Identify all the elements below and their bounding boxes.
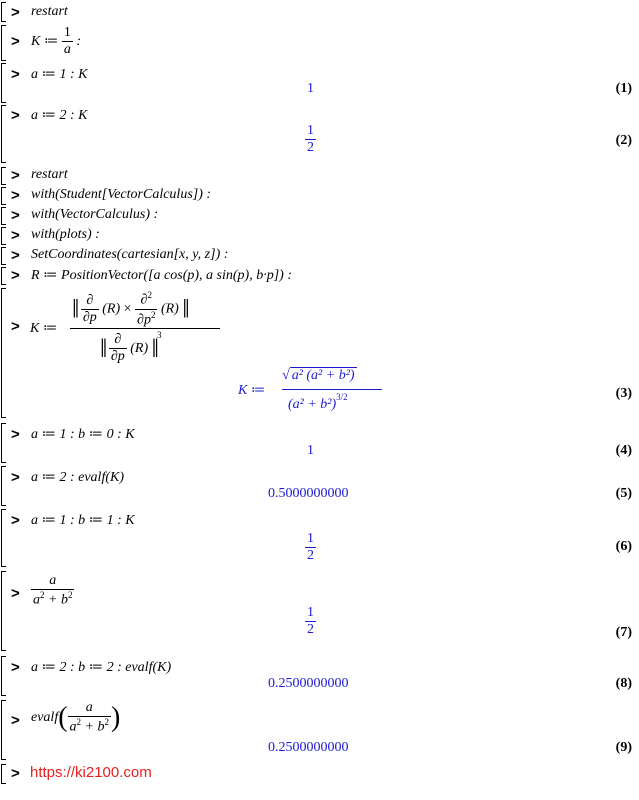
prompt-marker[interactable]: > <box>11 187 20 204</box>
input-curvature-formula[interactable]: K ≔ ‖ $\frac{\partial}{\partial p}$ (R) × $\frac{\partial^2}{\partial p^2}$ (R) ‖ ‖ $\frac{\partial}{\partial p}$ (R) ‖$^3$ <box>30 290 230 368</box>
prompt-marker[interactable]: > <box>11 227 20 244</box>
output-2: $\frac{1}{2}$ <box>307 123 314 156</box>
input-restart-2[interactable]: restart <box>31 167 68 182</box>
exec-group-7 <box>1 207 636 225</box>
equation-number-1: (1) <box>615 81 632 96</box>
input-position-vector[interactable]: R ≔ PositionVector([a cos(p), a sin(p), b·p]) : <box>31 268 292 283</box>
prompt-marker[interactable]: > <box>11 207 20 224</box>
exec-group-6 <box>1 187 636 205</box>
input-define-k[interactable]: K ≔ $\frac{1}{a}$ : <box>31 25 81 58</box>
prompt-marker[interactable]: > <box>11 659 20 676</box>
exec-group-8 <box>1 227 636 245</box>
formula-numerator: ‖ $\frac{\partial}{\partial p}$ (R) × $\frac{\partial^2}{\partial p^2}$ (R) ‖ <box>72 290 188 328</box>
output-5: 0.5000000000 <box>268 486 349 501</box>
input-with-plots[interactable]: with(plots) : <box>31 227 100 242</box>
exec-group-16 <box>1 656 636 696</box>
fraction-bar <box>70 328 220 329</box>
equation-number-2: (2) <box>615 133 632 148</box>
prompt-marker[interactable]: > <box>11 512 20 529</box>
fraction: $\frac{1}{a}$ <box>63 25 71 58</box>
prompt-marker[interactable]: > <box>11 33 20 50</box>
output-8: 0.2500000000 <box>268 676 349 691</box>
input-a2-evalf[interactable]: a ≔ 2 : evalf(K) <box>31 470 124 485</box>
output-9: 0.2500000000 <box>268 740 349 755</box>
exec-group-13 <box>1 466 636 506</box>
prompt-marker[interactable]: > <box>11 167 20 184</box>
prompt-marker[interactable]: > <box>11 765 20 782</box>
equation-number-6: (6) <box>615 539 632 554</box>
exec-group-12 <box>1 423 636 463</box>
output-3: K ≔ √ a² (a² + b²) $(a^2 + b^2)^{3/2}$ <box>238 368 388 412</box>
prompt-marker[interactable]: > <box>11 585 20 602</box>
input-with-student[interactable]: with(Student[VectorCalculus]) : <box>31 187 212 202</box>
equation-number-7: (7) <box>615 625 632 640</box>
exec-group-3 <box>1 63 636 103</box>
equation-number-3: (3) <box>615 386 632 401</box>
prompt-marker[interactable]: > <box>11 107 20 124</box>
exec-group-10 <box>1 267 636 285</box>
input-evalf-expression[interactable]: evalf( $\frac{a}{a^2 + b^2}$ ) <box>31 700 121 735</box>
prompt-marker[interactable]: > <box>11 469 20 486</box>
equation-number-9: (9) <box>615 740 632 755</box>
prompt-marker[interactable]: > <box>11 4 20 21</box>
input-a2-b2-evalf[interactable]: a ≔ 2 : b ≔ 2 : evalf(K) <box>31 660 172 675</box>
input-expression[interactable]: $\frac{a}{a^2 + b^2}$ <box>33 573 73 608</box>
output-4: 1 <box>307 443 314 458</box>
exec-group-17 <box>1 700 636 760</box>
exec-group-11 <box>1 288 636 418</box>
formula-denominator: ‖ $\frac{\partial}{\partial p}$ (R) ‖$^3$ <box>100 330 162 365</box>
input-restart[interactable]: restart <box>31 4 68 19</box>
equation-number-4: (4) <box>615 443 632 458</box>
exec-group-5 <box>1 167 636 185</box>
exec-group-15 <box>1 571 636 651</box>
exec-group-14 <box>1 509 636 567</box>
exec-group-4 <box>1 105 636 163</box>
equation-number-8: (8) <box>615 676 632 691</box>
prompt-marker[interactable]: > <box>11 318 20 335</box>
watermark-text: https://ki2100.com <box>30 764 152 781</box>
input-a1-b1[interactable]: a ≔ 1 : b ≔ 1 : K <box>31 513 135 528</box>
prompt-marker[interactable]: > <box>11 426 20 443</box>
exec-group-2 <box>1 25 636 61</box>
exec-group-1 <box>1 2 636 22</box>
prompt-marker[interactable]: > <box>11 247 20 264</box>
input-with-vectorcalculus[interactable]: with(VectorCalculus) : <box>31 207 159 222</box>
output-1: 1 <box>307 81 314 96</box>
input-a-2[interactable]: a ≔ 2 : K <box>31 108 88 123</box>
input-set-coordinates[interactable]: SetCoordinates(cartesian[x, y, z]) : <box>31 247 229 262</box>
input-a-1[interactable]: a ≔ 1 : K <box>31 67 88 82</box>
input-a1-b0[interactable]: a ≔ 1 : b ≔ 0 : K <box>31 427 135 442</box>
equation-number-5: (5) <box>615 486 632 501</box>
prompt-marker[interactable]: > <box>11 66 20 83</box>
exec-group-9 <box>1 247 636 265</box>
prompt-marker[interactable]: > <box>11 712 20 729</box>
output-7: $\frac{1}{2}$ <box>307 605 314 638</box>
output-6: $\frac{1}{2}$ <box>307 531 314 564</box>
prompt-marker[interactable]: > <box>11 267 20 284</box>
